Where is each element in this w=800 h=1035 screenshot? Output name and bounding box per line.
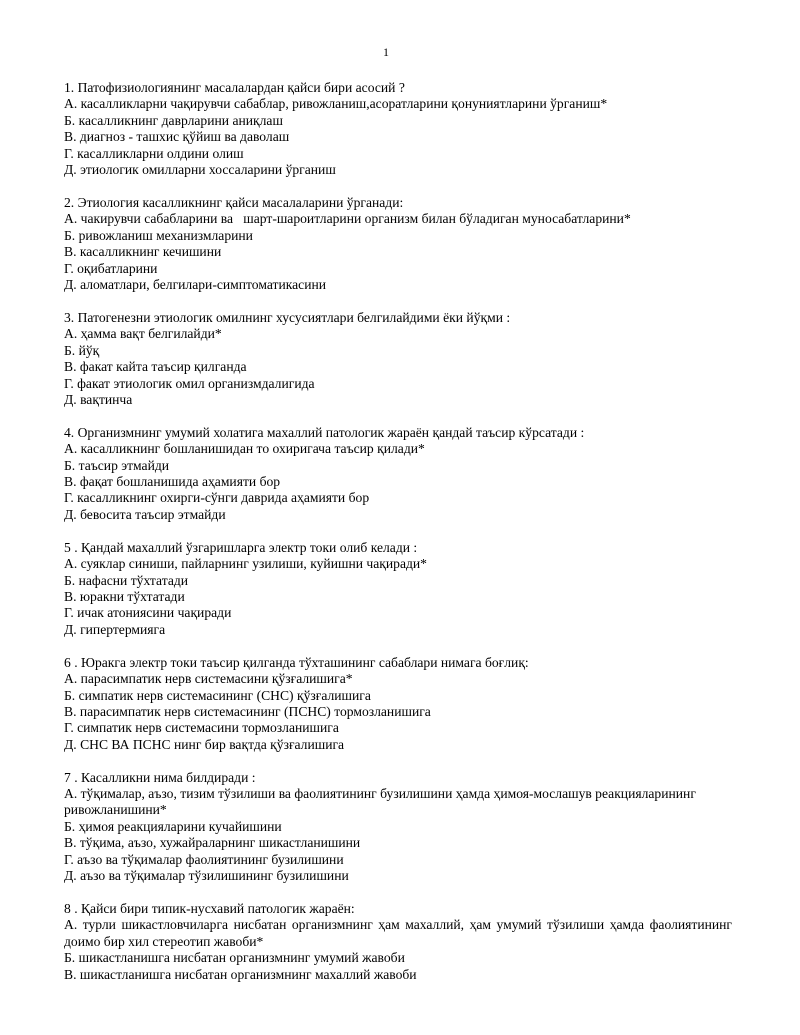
question-8 — [64, 901, 732, 983]
answer-option: Д. гипертермияга — [64, 621, 166, 637]
answer-option: Б. ривожланиш механизмларини — [64, 227, 253, 243]
question-text: 1. Патофизиологиянинг масалалардан қайси бири асосий ? — [64, 80, 405, 95]
question-text: 3. Патогенезни этиологик омилнинг хусусиятлари белгилайдими ёки йўқми : — [64, 309, 511, 325]
answer-option: Д. аъзо ва тўқималар тўзилишининг бузилишини — [64, 868, 349, 884]
answer-option: А. ҳамма вақт белгилайди* — [64, 326, 222, 342]
question-text: 5 . Қандай махаллий ўзгаришларга электр токи олиб келади : — [64, 539, 418, 555]
question-text: 7 . Касалликни нима билдиради : — [64, 769, 256, 785]
answer-option: Д. вақтинча — [64, 391, 133, 407]
answer-option: Б. нафасни тўхтатади — [64, 572, 189, 588]
answer-option: В. диагноз - ташхис қўйиш ва даволаш — [64, 129, 290, 145]
question-5 — [64, 540, 732, 638]
question-2 — [64, 195, 732, 293]
answer-option: В. шикастланишга нисбатан организмнинг махаллий жавоби — [64, 966, 417, 982]
answer-option: Б. симпатик нерв системасининг (СНС) қўзғалишига — [64, 687, 371, 703]
answer-option: А. турли шикастловчиларга нисбатан организмнинг ҳам махаллий, ҳам умумий тўзилиши ҳамда фаолиятининг доимо бир хил стереотип жавоби* — [64, 917, 732, 949]
answer-option: В. касалликнинг кечишини — [64, 244, 222, 260]
question-text: 4. Организмнинг умумий холатига махаллий патологик жараён қандай таъсир кўрсатади : — [64, 424, 585, 440]
answer-option: А. касалликларни чақирувчи сабаблар, ривожланиш,асоратларини қонуниятларини ўрганиш* — [64, 96, 608, 112]
answer-option: Б. ҳимоя реакцияларини кучайишини — [64, 818, 282, 834]
question-1 — [64, 80, 732, 178]
answer-option: Д. бевосита таъсир этмайди — [64, 506, 226, 522]
answer-option: Б. йўқ — [64, 342, 100, 358]
answer-option: Б. касалликнинг даврларини аниқлаш — [64, 112, 283, 128]
answer-option: Б. шикастланишга нисбатан организмнинг умумий жавоби — [64, 950, 405, 966]
answer-option: Д. этиологик омилларни хоссаларини ўрганиш — [64, 162, 336, 178]
answer-option: В. юракни тўхтатади — [64, 588, 185, 604]
answer-option: Д. аломатлари, белгилари-симптоматикасини — [64, 276, 327, 292]
answer-option: Г. аъзо ва тўқималар фаолиятининг бузилишини — [64, 851, 344, 867]
answer-option: В. тўқима, аъзо, хужайраларнинг шикастланишини — [64, 835, 361, 851]
answer-option: Г. касалликнинг охирги-сўнги даврида аҳамияти бор — [64, 490, 370, 506]
answer-option: А. суяклар синиши, пайларнинг узилиши, куйишни чақиради* — [64, 556, 427, 572]
question-list — [64, 80, 732, 1000]
question-7 — [64, 770, 732, 885]
question-text: 8 . Қайси бири типик-нусхавий патологик жараён: — [64, 900, 355, 916]
answer-option: А. тўқималар, аъзо, тизим тўзилиши ва фаолиятининг бузилишини ҳамда ҳимоя-мослашув реакцияларининг ривожланишини* — [64, 786, 696, 818]
answer-option: Д. СНС ВА ПСНС нинг бир вақтда қўзғалишига — [64, 736, 345, 752]
page-number: 1 — [383, 45, 389, 59]
answer-option: В. фақат бошланишида аҳамияти бор — [64, 474, 281, 490]
question-text: 2. Этиология касалликнинг қайси масалаларини ўрганади: — [64, 194, 404, 210]
answer-option: Г. касалликларни олдини олиш — [64, 145, 244, 161]
question-3 — [64, 310, 732, 408]
answer-option: А. касалликнинг бошланишидан то охиригача таъсир қилади* — [64, 441, 425, 457]
answer-option: Г. симпатик нерв системасини тормозланишига — [64, 720, 339, 736]
answer-option: А. чакирувчи сабабларини ва шарт-шароитларини организм билан бўладиган муносабатларини* — [64, 211, 631, 227]
question-4 — [64, 425, 732, 523]
question-6 — [64, 655, 732, 753]
answer-option: Г. факат этиологик омил организмдалигида — [64, 375, 315, 391]
answer-option: Б. таъсир этмайди — [64, 457, 170, 473]
question-text: 6 . Юракга электр токи таъсир қилганда тўхташининг сабаблари нимага боғлиқ: — [64, 654, 529, 670]
answer-option: В. парасимпатик нерв системасининг (ПСНС) тормозланишига — [64, 703, 431, 719]
answer-option: Г. оқибатларини — [64, 260, 158, 276]
answer-option: А. парасимпатик нерв системасини қўзғалишига* — [64, 671, 353, 687]
answer-option: Г. ичак атониясини чақиради — [64, 605, 232, 621]
answer-option: В. факат кайта таъсир қилганда — [64, 359, 247, 375]
